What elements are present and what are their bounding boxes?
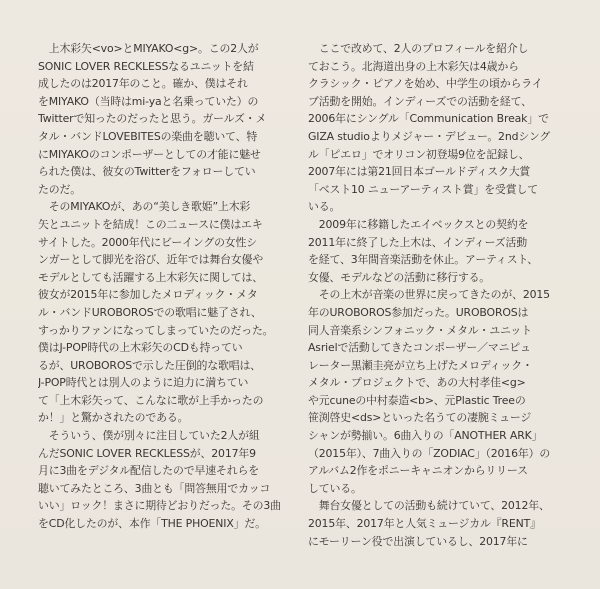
text-line: すっかりファンになってしまっていたのだった。 <box>38 323 274 337</box>
text-line: ここで改めて、2人のプロフィールを紹介し <box>308 42 529 55</box>
text-line: 月に3曲をデジタル配信したので早速それらを <box>38 464 259 478</box>
text-line: 笹渕啓史<ds>といった名うての凄腕ミュージ <box>308 411 532 425</box>
text-line: タル・バンドLOVEBITESの楽曲を聴いて、特 <box>38 129 258 143</box>
text-line: SONIC LOVER RECKLESSなるユニットを結 <box>38 59 254 73</box>
text-line: メタル・プロジェクトで、あの大村孝佳<g> <box>308 376 526 390</box>
text-line: モデルとしても活躍する上木彩矢に関しては、 <box>38 270 264 284</box>
text-line: その上木が音楽の世界に戻ってきたのが、2015 <box>308 288 550 302</box>
right-text-column <box>308 40 556 550</box>
text-line: 上木彩矢<vo>とMIYAKO<g>。この2人が <box>38 42 259 55</box>
text-line: 「ベスト10 ニューアーティスト賞」を受賞して <box>308 182 538 196</box>
text-line: 同人音楽系シンフォニック・メタル・ユニット <box>308 323 532 337</box>
text-line: るが、UROBOROSで示した圧倒的な歌唱は、 <box>38 358 261 372</box>
text-line: いい」ロック！まさに期待どおりだった。その3曲 <box>38 499 281 513</box>
text-line: 女優、モデルなどの活動に移行する。 <box>308 270 491 284</box>
text-line: ンガーとして脚光を浴び、近年では舞台女優や <box>38 253 264 267</box>
text-line: 年のUROBOROS参加だった。UROBOROSは <box>308 305 529 319</box>
text-line: ル・バンドUROBOROSでの歌唱に魅了され、 <box>38 305 262 319</box>
text-line: Asrielで活動してきたコンポーザー／マニピュ <box>308 341 531 355</box>
text-line: GIZA studioよりメジャー・デビュー。2ndシング <box>308 129 551 143</box>
text-line: にMIYAKOのコンポーザーとしての才能に魅せ <box>38 147 261 161</box>
text-line: んだSONIC LOVER RECKLESSが、2017年9 <box>38 446 256 460</box>
text-line: や元cuneの中村泰造<b>、元Plastic Treeの <box>308 393 526 407</box>
text-line: クラシック・ピアノを始め、中学生の頃からライ <box>308 77 543 91</box>
text-line: している。 <box>308 481 362 495</box>
text-line: そういう、僕が別々に注目していた2人が組 <box>38 429 260 443</box>
text-line: 2009年に移籍したエイベックスとの契約を <box>308 217 529 231</box>
text-line: そのMIYAKOが、あの“美しき歌姫”上木彩 <box>38 200 251 214</box>
text-line: いる。 <box>308 200 341 214</box>
text-line: 聴いてみたところ、3曲とも「問答無用でカッコ <box>38 481 271 495</box>
text-line: レーター黒瀬圭亮が立ち上げたメロディック・ <box>308 358 533 372</box>
text-line: を経て、3年間音楽活動を休止。アーティスト、 <box>308 253 538 267</box>
text-line: か！」と驚かされたのである。 <box>38 411 189 425</box>
text-line: Twitterで知ったのだったと思う。ガールズ・メ <box>38 112 267 126</box>
text-line: 2011年に終了した上木は、インディーズ活動 <box>308 235 528 249</box>
text-line: ル「ピエロ」でオリコン初登場9位を記録し、 <box>308 147 530 161</box>
text-line: 2007年には第21回日本ゴールドディスク大賞 <box>308 165 531 179</box>
text-line: て「上木彩矢って、こんなに歌が上手かったの <box>38 393 264 407</box>
text-line: をMIYAKO（当時はmi-yaと名乗っていた）の <box>38 94 259 108</box>
text-line: 矢とユニットを結成！この二ュースに僕はエキ <box>38 217 263 231</box>
text-line: をCD化したのが、本作「THE PHOENIX」だ。 <box>38 517 266 531</box>
text-line: 成したのは2017年のこと。確か、僕はそれ <box>38 77 248 91</box>
text-line: られた僕は、彼女のTwitterをフォローしてい <box>38 165 256 179</box>
text-line: （2015年）、7曲入りの「ZODIAC」（2016年）の <box>308 446 551 460</box>
text-line: シャンが勢揃い。6曲入りの「ANOTHER ARK」 <box>308 429 543 443</box>
text-line: J-POP時代とは別人のように迫力に満ちてい <box>38 376 249 390</box>
text-line: 僕はJ-POP時代の上木彩矢のCDも持ってい <box>38 341 243 355</box>
text-line: アルバム2作をポニーキャニオンからリリース <box>308 464 528 478</box>
text-line: 舞台女優としての活動も続けていて、2012年、 <box>308 499 550 513</box>
text-line: ブ活動を開始。インディーズでの活動を経て、 <box>308 94 532 108</box>
text-line: サイトした。2000年代にビーイングの女性シ <box>38 235 258 249</box>
left-text-column <box>38 40 286 533</box>
text-line: 彼女が2015年に参加したメロディック・メタ <box>38 288 258 302</box>
text-line: にモーリーン役で出演しているし、2017年に <box>308 534 528 548</box>
text-line: 2006年にシングル「Communication Break」で <box>308 112 549 126</box>
text-line: ておこう。北海道出身の上木彩矢は4歳から <box>308 59 519 73</box>
text-line: たのだ。 <box>38 182 81 196</box>
text-line: 2015年、2017年と人気ミュージカル『RENT』 <box>308 517 541 531</box>
